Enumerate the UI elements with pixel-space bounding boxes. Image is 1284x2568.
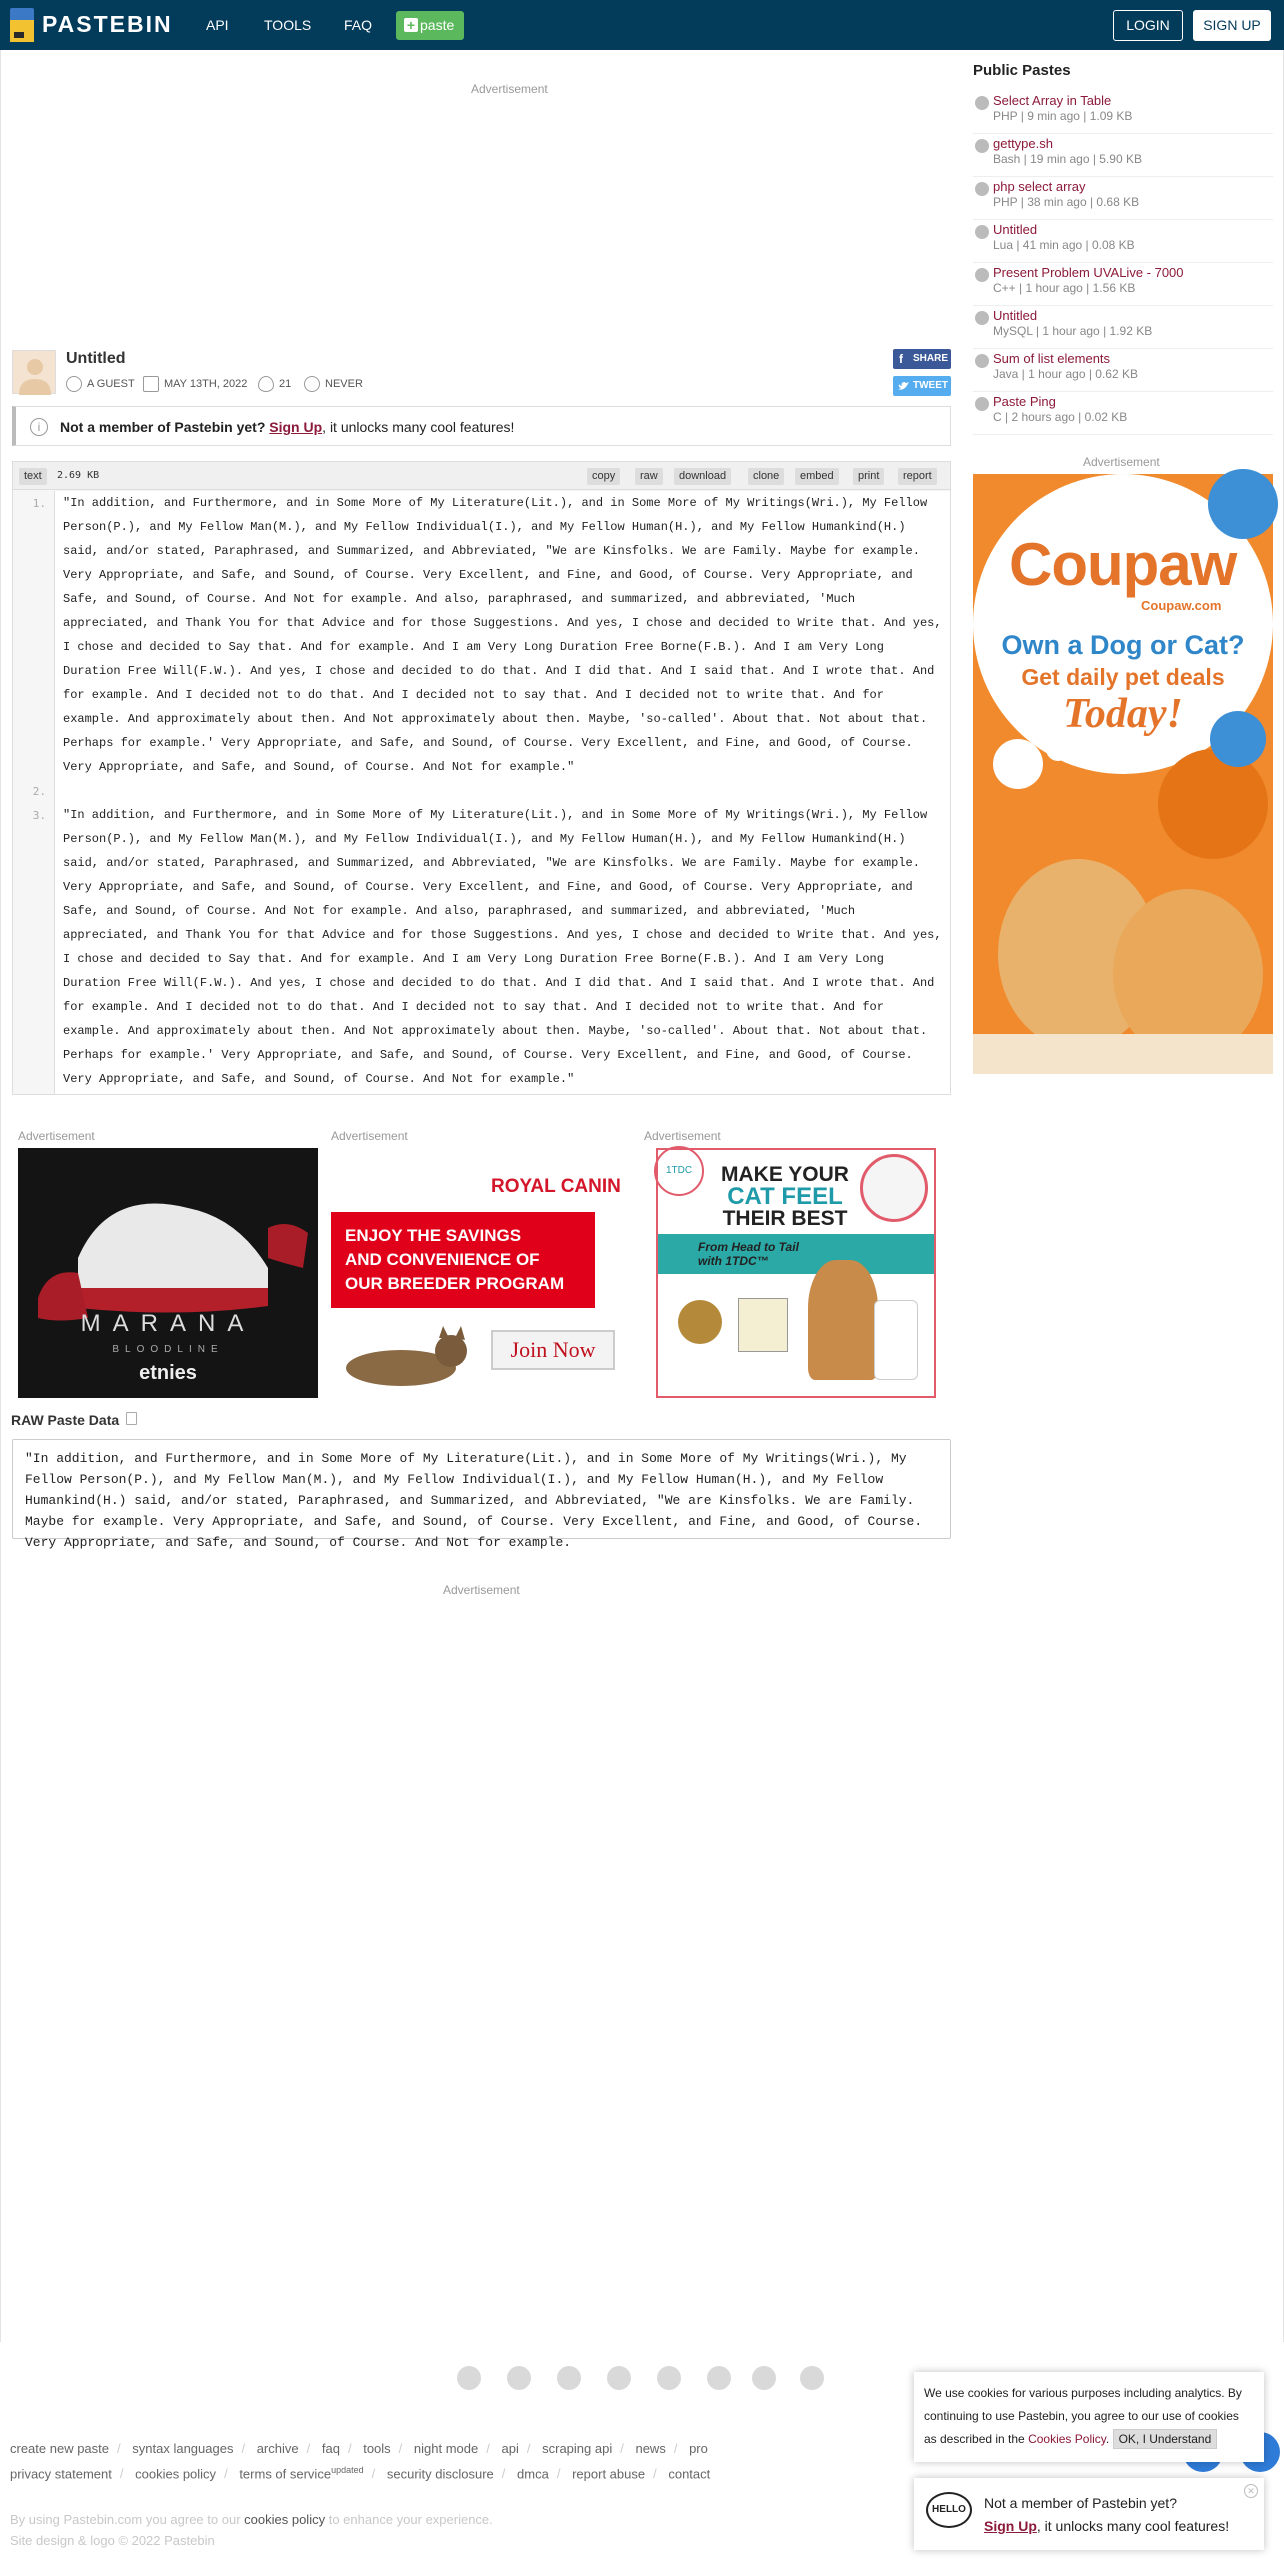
user-silhouette-icon bbox=[13, 351, 57, 395]
cookie-consent-banner: We use cookies for various purposes including analytics. By continuing to use Pastebin, you agree to our use of cookies as described in the Cookies Policy. OK, I Understand bbox=[914, 2372, 1264, 2462]
globe-icon bbox=[975, 311, 989, 325]
footer-link[interactable]: security disclosure bbox=[386, 2466, 494, 2482]
royal-canin-brand: ROYAL CANIN bbox=[491, 1176, 621, 1197]
ad-label: Advertisement bbox=[18, 1129, 95, 1143]
agree-pre: By using Pastebin.com you agree to our bbox=[10, 2512, 241, 2527]
tweet-button[interactable] bbox=[893, 376, 951, 396]
share-label: SHARE bbox=[913, 353, 949, 364]
globe-icon bbox=[975, 268, 989, 282]
public-paste-title[interactable]: gettype.sh bbox=[993, 136, 1053, 151]
coupaw-line3: Today! bbox=[1063, 691, 1183, 737]
signup-button[interactable]: SIGN UP bbox=[1193, 10, 1271, 41]
cookies-policy-link[interactable]: cookies policy bbox=[244, 2512, 326, 2527]
paste-views: 21 bbox=[279, 378, 292, 390]
reminder-rest: , it unlocks many cool features! bbox=[1036, 2518, 1230, 2534]
raw-paste-textarea[interactable]: "In addition, and Furthermore, and in Some More of My Literature(Lit.), and in Some More of My Writings(Wri.), My Fellow Person(P.), and My Fellow Man(M.), and My Fellow Individual(I.), and My Fellow Human(H.), and My Fellow Humankind(H.) said, and/or stated, Paraphrased, and Summarized, and Abbreviated, "We are Kinsfolks. We are Family. Maybe for example. Very Appropriate, and Safe, and Sound, of Course. Very Excellent, and Fine, and Good, of Course. Very Appropriate, and Safe, and Sound, of Course. And Not for example. bbox=[12, 1439, 951, 1539]
reminder-question: Not a member of Pastebin yet? bbox=[984, 2495, 1177, 2511]
clock-icon bbox=[304, 376, 320, 392]
rc-line2: AND CONVENIENCE OF bbox=[345, 1250, 540, 1269]
close-icon[interactable]: ✕ bbox=[1244, 2484, 1258, 2498]
footer-link[interactable]: privacy statement bbox=[10, 2466, 112, 2482]
cookie-text: We use cookies for various purposes including analytics. By continuing to use Pastebin, you agree to our use of cookies as described in the bbox=[924, 2386, 1242, 2446]
cat-ad-line3: THEIR BEST bbox=[722, 1207, 848, 1230]
cat-ad-line2: CAT FEEL bbox=[727, 1183, 843, 1210]
download-button[interactable]: download bbox=[674, 468, 731, 485]
footer-links-row-2: privacy statement / cookies policy / terms of service$^{updated}$ / security disclosure / dmca / report abuse / contact bbox=[10, 2465, 711, 2482]
top-ad-label: Advertisement bbox=[471, 82, 548, 96]
clipboard-icon[interactable] bbox=[126, 1412, 137, 1425]
public-paste-item[interactable] bbox=[973, 349, 1273, 392]
rc-line3: OUR BREEDER PROGRAM bbox=[345, 1274, 565, 1293]
public-paste-item[interactable] bbox=[973, 91, 1273, 134]
globe-icon bbox=[975, 182, 989, 196]
footer-link[interactable]: api bbox=[501, 2441, 519, 2456]
footer-link[interactable]: terms of service bbox=[239, 2466, 332, 2482]
opera-icon[interactable] bbox=[752, 2366, 776, 2390]
footer-links-row-1: create new paste / syntax languages / archive / faq / tools / night mode / api / scraping api / news / pro bbox=[10, 2441, 708, 2456]
footer-link[interactable]: report abuse bbox=[572, 2466, 646, 2482]
nav-tools[interactable]: TOOLS bbox=[264, 17, 312, 33]
footer-link[interactable]: syntax languages bbox=[132, 2441, 234, 2456]
report-button[interactable]: report bbox=[898, 468, 937, 485]
coupaw-ad[interactable] bbox=[973, 474, 1273, 1074]
coupaw-site: Coupaw.com bbox=[1141, 598, 1222, 613]
coupaw-brand: Coupaw bbox=[1009, 531, 1237, 598]
award-icon bbox=[738, 1298, 788, 1352]
globe-icon bbox=[975, 139, 989, 153]
footer-link[interactable]: faq bbox=[321, 2441, 340, 2456]
public-paste-title[interactable]: Select Array in Table bbox=[993, 93, 1112, 108]
code-line: "In addition, and Furthermore, and in Some More of My Literature(Lit.), and in Some More of My Writings(Wri.), My Fellow Person(P.), and My Fellow Man(M.), and My Fellow Individual(I.), and My Fellow Human(H.), and My Fellow Humankind(H.) said, and/or stated, Paraphrased, and Summarized, and Abbreviated, "We are Kinsfolks. We are Family. Maybe for example. Very Appropriate, and Safe, and Sound, of Course. Very Excellent, and Fine, and Good, of Course. Very Appropriate, and Safe, and Sound, of Course. And Not for example. And also, paraphrased, and summarized, and abbreviated, 'Much appreciated, and Thank You for that Advice and for those Suggestions. And yes, I chose and decided to Write that. And yes, I chose and decided to Say that. And for example. And I am Very Long Duration Free Borne(F.B.). And I am Very Long Duration Free Will(F.W.). And yes, I chose and decided to do that. And I did that. And I said that. And I wrote that. And for example. And I decided not to do that. And I decided not to say that. And I decided not to write that. And for example. And approximately about then. And Not approximately about then. Maybe, 'so-called'. About that. Not about that. Perhaps for example.' Very Appropriate, and Safe, and Sound, of Course. Very Excellent, and Fine, and Good, of Course. Very Appropriate, and Safe, and Sound, of Course. And Not for example." bbox=[63, 808, 942, 1086]
sidebar-ad-label: Advertisement bbox=[1083, 455, 1160, 469]
embed-button[interactable]: embed bbox=[795, 468, 839, 485]
marana-title: MARANA bbox=[80, 1310, 256, 1337]
footer-agree-note bbox=[10, 2512, 493, 2527]
new-paste-label: paste bbox=[420, 17, 455, 33]
public-paste-title[interactable]: Present Problem UVALive - 7000 bbox=[993, 265, 1184, 280]
agree-post: to enhance your experience. bbox=[328, 2512, 493, 2527]
coupaw-line1: Own a Dog or Cat? bbox=[1001, 630, 1245, 660]
footer-link[interactable]: dmca bbox=[517, 2466, 549, 2482]
info-icon: i bbox=[30, 418, 48, 436]
cookie-ok-button[interactable]: OK, I Understand bbox=[1113, 2429, 1218, 2449]
hello-bubble-icon: HELLO bbox=[926, 2492, 972, 2528]
ad-label: Advertisement bbox=[443, 1583, 520, 1597]
public-paste-title[interactable]: Paste Ping bbox=[993, 394, 1056, 409]
public-pastes-title: Public Pastes bbox=[973, 62, 1071, 79]
cat-ad-banner: From Head to Tail with 1TDC™ bbox=[658, 1234, 808, 1274]
public-paste-meta: PHP | 9 min ago | 1.09 KB bbox=[993, 109, 1133, 123]
public-paste-item[interactable] bbox=[973, 220, 1273, 263]
cat-photo bbox=[808, 1260, 878, 1380]
ad-label: Advertisement bbox=[331, 1129, 408, 1143]
signup-reminder-popup bbox=[914, 2478, 1264, 2550]
hat-cat-image bbox=[860, 1154, 928, 1222]
clone-button[interactable]: clone bbox=[748, 468, 784, 485]
facebook-icon: f bbox=[899, 352, 903, 366]
brand-name[interactable]: PASTEBIN bbox=[42, 11, 173, 37]
public-paste-item[interactable] bbox=[973, 263, 1273, 306]
public-paste-item[interactable] bbox=[973, 134, 1273, 177]
supplement-bottle bbox=[874, 1300, 918, 1380]
updated-badge: updated bbox=[331, 2465, 364, 2475]
public-paste-title[interactable]: Untitled bbox=[993, 222, 1038, 237]
globe-icon bbox=[975, 96, 989, 110]
line-gutter bbox=[13, 491, 55, 1094]
paste-date: MAY 13TH, 2022 bbox=[164, 378, 248, 390]
calendar-icon bbox=[143, 376, 159, 392]
signup-notice bbox=[12, 406, 951, 446]
public-paste-meta: Lua | 41 min ago | 0.08 KB bbox=[993, 238, 1135, 252]
globe-icon bbox=[975, 225, 989, 239]
etnies-ad[interactable] bbox=[18, 1148, 318, 1398]
notice-question: Not a member of Pastebin yet? bbox=[60, 419, 266, 435]
user-icon bbox=[66, 376, 82, 392]
copy-button[interactable]: copy bbox=[587, 468, 620, 485]
line-number: 2. bbox=[32, 785, 46, 798]
seal-icon bbox=[678, 1300, 722, 1344]
footer-link[interactable]: night mode bbox=[413, 2441, 479, 2456]
facebook-share-button[interactable] bbox=[893, 349, 951, 369]
new-paste-button[interactable] bbox=[396, 11, 464, 40]
paste-code-box bbox=[12, 461, 951, 1095]
footer-link[interactable]: tools bbox=[363, 2441, 391, 2456]
tdc-logo: 1TDC bbox=[654, 1146, 704, 1196]
public-paste-item[interactable] bbox=[973, 306, 1273, 349]
android-icon[interactable] bbox=[657, 2366, 681, 2390]
paste-size: 2.69 KB bbox=[57, 470, 100, 481]
tdc-cat-ad[interactable] bbox=[656, 1148, 936, 1398]
nav-api[interactable]: API bbox=[206, 17, 229, 33]
syntax-tag[interactable]: text bbox=[19, 468, 47, 485]
chrome-icon[interactable] bbox=[457, 2366, 481, 2390]
top-header bbox=[0, 0, 1284, 50]
code-lines bbox=[13, 491, 950, 1094]
firefox-icon[interactable] bbox=[507, 2366, 531, 2390]
line-number: 3. bbox=[32, 809, 46, 822]
public-paste-title[interactable]: php select array bbox=[993, 179, 1086, 194]
public-paste-item[interactable] bbox=[973, 392, 1273, 435]
footer-link[interactable]: scraping api bbox=[542, 2441, 613, 2456]
cookie-policy-link[interactable]: Cookies Policy bbox=[1028, 2432, 1106, 2446]
public-paste-item[interactable] bbox=[973, 177, 1273, 220]
ios-icon[interactable] bbox=[557, 2366, 581, 2390]
paste-author[interactable]: A GUEST bbox=[87, 378, 135, 390]
royal-canin-ad[interactable] bbox=[331, 1148, 631, 1398]
code-line: "In addition, and Furthermore, and in Some More of My Literature(Lit.), and in Some More of My Writings(Wri.), My Fellow Person(P.), and My Fellow Man(M.), and My Fellow Individual(I.), and My Fellow Human(H.), and My Fellow Humankind(H.) said, and/or stated, Paraphrased, and Summarized, and Abbreviated, "We are Kinsfolks. We are Family. Maybe for example. Very Appropriate, and Safe, and Sound, of Course. Very Excellent, and Fine, and Good, of Course. Very Appropriate, and Safe, and Sound, of Course. And Not for example. And also, paraphrased, and summarized, and abbreviated, 'Much appreciated, and Thank You for that Advice and for those Suggestions. And yes, I chose and decided to Write that. And yes, I chose and decided to Say that. And for example. And I am Very Long Duration Free Borne(F.B.). And I am Very Long Duration Free Will(F.W.). And yes, I chose and decided to do that. And I did that. And I said that. And I wrote that. And for example. And I decided not to do that. And I decided not to say that. And I decided not to write that. And for example. And approximately about then. And Not approximately about then. Maybe, 'so-called'. About that. Not about that. Perhaps for example.' Very Appropriate, and Safe, and Sound, of Course. Very Excellent, and Fine, and Good, of Course. Very Appropriate, and Safe, and Sound, of Course. And Not for example." bbox=[63, 496, 942, 774]
login-button[interactable]: LOGIN bbox=[1113, 10, 1183, 41]
nav-faq[interactable]: FAQ bbox=[344, 17, 373, 33]
footer-link[interactable]: cookies policy bbox=[135, 2466, 217, 2482]
footer-link[interactable]: pro bbox=[689, 2441, 708, 2456]
notice-rest: , it unlocks many cool features! bbox=[322, 419, 515, 435]
cat-image bbox=[331, 1316, 481, 1396]
public-paste-meta: PHP | 38 min ago | 0.68 KB bbox=[993, 195, 1140, 209]
marana-sub: BLOODLINE bbox=[112, 1344, 224, 1355]
ad-label: Advertisement bbox=[644, 1129, 721, 1143]
globe-icon bbox=[975, 397, 989, 411]
paste-title: Untitled bbox=[66, 350, 126, 367]
globe-icon bbox=[975, 354, 989, 368]
footer-link[interactable]: create new paste bbox=[10, 2441, 110, 2456]
notice-signup-link[interactable]: Sign Up bbox=[269, 419, 323, 435]
cat-ad-line1: MAKE YOUR bbox=[721, 1163, 849, 1186]
eye-icon bbox=[258, 376, 274, 392]
etnies-brand: etnies bbox=[139, 1362, 197, 1384]
footer-link[interactable]: news bbox=[635, 2441, 666, 2456]
twitter-bird-icon bbox=[898, 381, 909, 391]
paste-expiry: NEVER bbox=[325, 378, 363, 390]
line-number: 1. bbox=[32, 497, 46, 510]
rc-line1: ENJOY THE SAVINGS bbox=[345, 1226, 522, 1245]
plus-icon: + bbox=[404, 18, 418, 32]
footer-copyright: Site design & logo © 2022 Pastebin bbox=[10, 2533, 215, 2548]
footer-link[interactable]: contact bbox=[668, 2466, 711, 2482]
linux-icon[interactable] bbox=[800, 2366, 824, 2390]
raw-button[interactable]: raw bbox=[635, 468, 663, 485]
pastebin-logo-icon[interactable] bbox=[8, 6, 36, 44]
public-paste-title[interactable]: Sum of list elements bbox=[993, 351, 1111, 366]
macos-icon[interactable] bbox=[707, 2366, 731, 2390]
print-button[interactable]: print bbox=[853, 468, 884, 485]
footer-link[interactable]: archive bbox=[256, 2441, 299, 2456]
windows-icon[interactable] bbox=[607, 2366, 631, 2390]
guest-avatar bbox=[12, 350, 56, 394]
join-now-button[interactable]: Join Now bbox=[491, 1330, 615, 1370]
royal-canin-banner bbox=[331, 1212, 595, 1308]
public-paste-meta: MySQL | 1 hour ago | 1.92 KB bbox=[993, 324, 1153, 338]
code-line bbox=[63, 779, 948, 803]
sneaker-image bbox=[18, 1148, 318, 1398]
code-toolbar bbox=[13, 462, 950, 490]
public-paste-meta: C | 2 hours ago | 0.02 KB bbox=[993, 410, 1128, 424]
public-paste-meta: Java | 1 hour ago | 0.62 KB bbox=[993, 367, 1138, 381]
public-paste-meta: C++ | 1 hour ago | 1.56 KB bbox=[993, 281, 1136, 295]
coupaw-line2: Get daily pet deals bbox=[1021, 664, 1225, 690]
tweet-label: TWEET bbox=[913, 380, 948, 391]
raw-paste-label: RAW Paste Data bbox=[11, 1412, 120, 1428]
public-paste-meta: Bash | 19 min ago | 5.90 KB bbox=[993, 152, 1142, 166]
public-paste-title[interactable]: Untitled bbox=[993, 308, 1038, 323]
reminder-signup-link[interactable]: Sign Up bbox=[984, 2518, 1037, 2534]
